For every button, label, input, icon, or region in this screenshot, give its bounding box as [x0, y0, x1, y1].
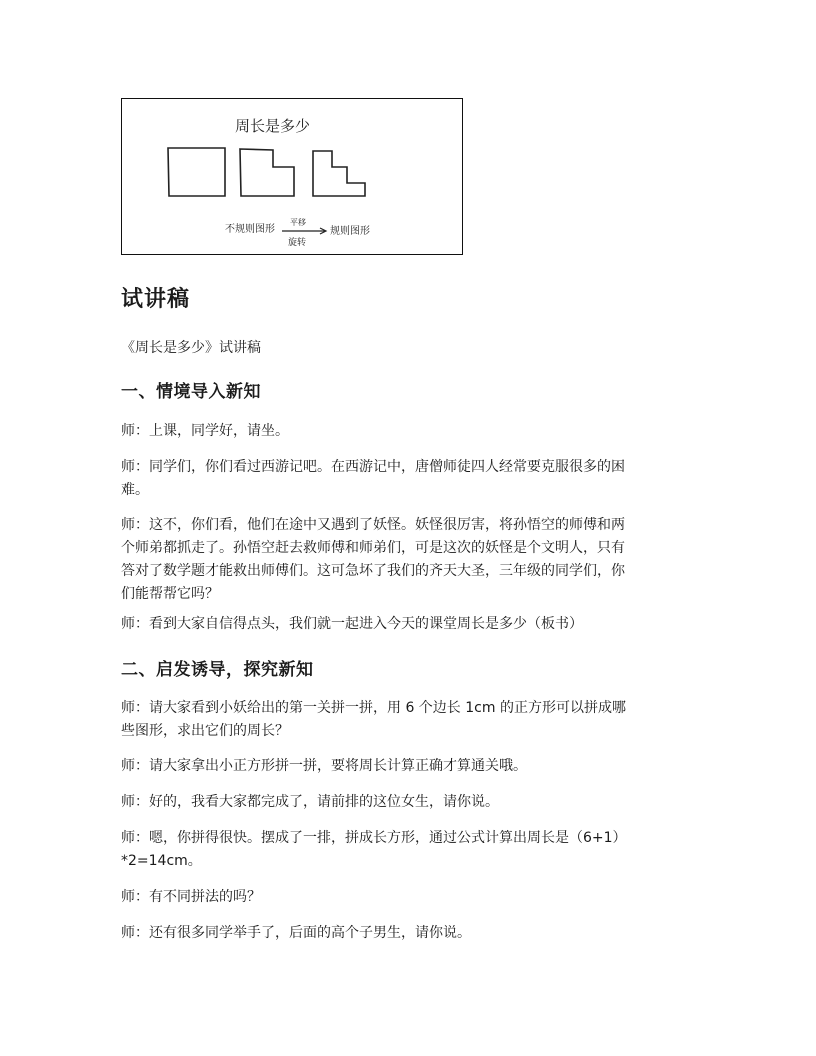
arrow-top-label: 平移 — [290, 218, 306, 227]
paragraph-line: 师：请大家拿出小正方形拼一拼，要将周长计算正确才算通关哦。 — [121, 758, 527, 774]
paragraph-line: 师：这不，你们看，他们在途中又遇到了妖怪。妖怪很厉害，将孙悟空的师傅和两 — [121, 517, 625, 533]
paragraph-line: *2=14cm。 — [121, 853, 202, 869]
paragraph-line: 师：请大家看到小妖给出的第一关拼一拼，用 6 个边长 1cm 的正方形可以拼成哪 — [121, 700, 626, 716]
paragraph — [121, 613, 701, 636]
paragraph — [121, 922, 701, 945]
paragraph-line: 师：看到大家自信得点头，我们就一起进入今天的课堂周长是多少（板书） — [121, 616, 583, 632]
section-heading-2: 二、启发诱导，探究新知 — [121, 660, 314, 680]
paragraph — [121, 456, 701, 502]
paragraph-line: 们能帮帮它吗？ — [121, 586, 219, 602]
stepped-shape-one — [240, 149, 294, 196]
handwritten-figure — [121, 98, 463, 255]
figure-drawing — [122, 99, 464, 256]
paragraph-line: 师：同学们，你们看过西游记吧。在西游记中，唐僧师徒四人经常要克服很多的困 — [121, 459, 625, 475]
paragraph-line: 难。 — [121, 482, 149, 498]
irregular-label: 不规则图形 — [225, 224, 275, 235]
paragraph-line: 个师弟都抓走了。孙悟空赶去救师傅和师弟们，可是这次的妖怪是个文明人，只有 — [121, 540, 625, 556]
paragraph — [121, 827, 701, 873]
stepped-shape-two — [313, 151, 365, 196]
regular-label: 规则图形 — [330, 226, 370, 237]
paragraph — [121, 791, 701, 814]
paragraph-line: 师：嗯，你拼得很快。摆成了一排，拼成长方形，通过公式计算出周长是（6+1） — [121, 830, 627, 846]
paragraph — [121, 697, 701, 743]
paragraph-line: 些图形，求出它们的周长？ — [121, 723, 289, 739]
paragraph — [121, 514, 701, 606]
paragraph-line: 师：好的，我看大家都完成了，请前排的这位女生，请你说。 — [121, 794, 499, 810]
document-subtitle: 《周长是多少》试讲稿 — [121, 340, 261, 356]
page-title: 试讲稿 — [121, 287, 191, 312]
paragraph-line: 师：上课，同学好，请坐。 — [121, 423, 289, 439]
section-heading-1: 一、情境导入新知 — [121, 382, 261, 402]
paragraph — [121, 886, 701, 909]
paragraph-line: 答对了数学题才能救出师傅们。这可急坏了我们的齐天大圣，三年级的同学们，你 — [121, 563, 625, 579]
paragraph-line: 师：还有很多同学举手了，后面的高个子男生，请你说。 — [121, 925, 471, 941]
figure-title: 周长是多少 — [235, 117, 311, 135]
paragraph — [121, 420, 701, 443]
square-shape — [168, 148, 225, 196]
paragraph — [121, 755, 701, 778]
arrow-bottom-label: 旋转 — [288, 238, 307, 248]
paragraph-line: 师：有不同拼法的吗？ — [121, 889, 261, 905]
